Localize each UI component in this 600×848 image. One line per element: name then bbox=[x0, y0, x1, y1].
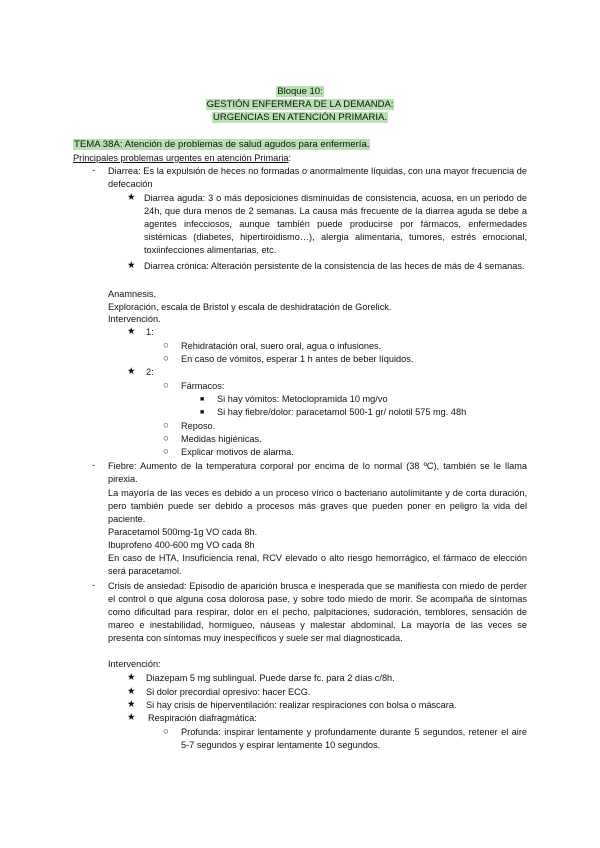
section-subtitle: Principales problemas urgentes en atención Primaria: bbox=[73, 153, 292, 163]
star-bullet: ★ bbox=[127, 712, 136, 723]
fiebre-causes: La mayoría de las veces es debido a un proceso vírico o bacteriano autolimitante y de corta duración, pero también puede ser debido a procesos más graves que pueden poner en peligro la vida del paciente. bbox=[108, 488, 527, 525]
dash-bullet: - bbox=[92, 580, 96, 591]
diarrea-cronica: Diarrea crónica: Alteración persistente de la consistencia de las heces de más de 4 semanas. bbox=[144, 261, 525, 271]
intervencion-heading: Intervención. bbox=[108, 314, 161, 324]
fiebre-eleccion: En caso de HTA, Insuficiencia renal, RCV elevado o alto riesgo hemorrágico, el fármaco de elección será paracetamol. bbox=[108, 553, 527, 577]
ibuprofeno-dose: Ibuprofeno 400-600 mg VO cada 8h bbox=[108, 540, 255, 550]
block-title-line-1: GESTIÓN ENFERMERA DE LA DEMANDA: bbox=[206, 99, 394, 110]
circle-bullet: ○ bbox=[163, 446, 169, 457]
anamnesis: Anamnesis. bbox=[108, 289, 157, 299]
diarrea-definition: Diarrea: Es la expulsión de heces no formadas o anormalmente líquidas, con una mayor frecuencia de defecación bbox=[108, 166, 527, 190]
star-bullet: ★ bbox=[127, 672, 136, 683]
circle-bullet: ○ bbox=[163, 380, 169, 391]
dash-bullet: - bbox=[92, 165, 96, 176]
star-bullet: ★ bbox=[127, 686, 136, 697]
vomitos-esperar: En caso de vómitos, esperar 1 h antes de beber líquidos. bbox=[181, 354, 414, 364]
diazepam: Diazepam 5 mg sublingual. Puede darse fc. para 2 días c/8h. bbox=[146, 673, 395, 683]
fiebre-definition: Fiebre: Aumento de la temperatura corporal por encima de lo normal (38 ºC), también se le llama pirexia. bbox=[108, 461, 527, 485]
circle-bullet: ○ bbox=[163, 420, 169, 431]
step-1-label: 1: bbox=[146, 327, 154, 337]
rehidratacion: Rehidratación oral, suero oral, agua o infusiones. bbox=[181, 341, 382, 351]
dash-bullet: - bbox=[92, 460, 96, 471]
circle-bullet: ○ bbox=[163, 726, 169, 737]
step-2-label: 2: bbox=[146, 367, 154, 377]
ansiedad-intervencion-heading: Intervención: bbox=[108, 659, 161, 669]
square-bullet: ■ bbox=[200, 396, 205, 403]
block-heading: Bloque 10: bbox=[277, 86, 323, 97]
tema-title: TEMA 38A: Atención de problemas de salud agudos para enfermería. bbox=[74, 139, 370, 150]
circle-bullet: ○ bbox=[163, 340, 169, 351]
star-bullet: ★ bbox=[127, 326, 136, 337]
ansiedad-definition: Crisis de ansiedad: Episodio de aparición brusca e inesperada que se manifiesta con miedo de perder el control o que alguna cosa dolorosa pase, y sobre todo miedo de morir. Se acompaña de síntomas como dificultad para respirar, dolor en el pecho, palpitaciones, sudoración, temblores, sensación de mareo e inestabilidad, hormigueo, náuseas y malestar abdominal. La mayoría de las veces se presenta con síntomas muy inespecíficos y suele ser mal diagnosticada. bbox=[108, 581, 527, 644]
circle-bullet: ○ bbox=[163, 433, 169, 444]
respiracion-diafragmatica: Respiración diafragmática: bbox=[148, 713, 257, 723]
hiperventilacion: Si hay crisis de hiperventilación: realizar respiraciones con bolsa o máscara. bbox=[146, 700, 457, 710]
square-bullet: ■ bbox=[200, 409, 205, 416]
farmaco-fiebre: Si hay fiebre/dolor: paracetamol 500-1 gr/ nolotil 575 mg. 48h bbox=[217, 407, 467, 417]
star-bullet: ★ bbox=[127, 260, 136, 271]
star-bullet: ★ bbox=[127, 699, 136, 710]
exploracion: Exploración, escala de Bristol y escala de deshidratación de Gorelick. bbox=[108, 302, 392, 312]
star-bullet: ★ bbox=[127, 192, 136, 203]
paracetamol-dose: Paracetamol 500mg-1g VO cada 8h. bbox=[108, 527, 258, 537]
medidas-higienicas: Medidas higiénicas. bbox=[181, 434, 262, 444]
star-bullet: ★ bbox=[127, 366, 136, 377]
farmacos-heading: Fármacos: bbox=[181, 381, 225, 391]
respiracion-profunda: Profunda: inspirar lentamente y profundamente durante 5 segundos, retener el aire 5-7 segundos y espirar lentamente 10 segundos. bbox=[181, 727, 527, 751]
farmaco-vomitos: Si hay vómitos: Metoclopramida 10 mg/vo bbox=[217, 394, 388, 404]
motivos-alarma: Explicar motivos de alarma. bbox=[181, 447, 294, 457]
ecg: Si dolor precordial opresivo: hacer ECG. bbox=[146, 687, 311, 697]
reposo: Reposo. bbox=[181, 421, 216, 431]
circle-bullet: ○ bbox=[163, 353, 169, 364]
block-title-line-2: URGENCIAS EN ATENCIÓN PRIMARIA. bbox=[212, 112, 387, 123]
diarrea-aguda: Diarrea aguda: 3 o más deposiciones disminuidas de consistencia, acuosa, en un periodo de 24h, que dura menos de 2 semanas. La causa más frecuente de la diarrea aguda se debe a agentes infecciosos, aunque también puede producirse por fármacos, enfermedades sistémicas (diabetes, hipertiroidismo…), alergia alimentaria, tumores, estrés emocional, toxiinfecciones alimentarias, etc. bbox=[144, 193, 527, 256]
